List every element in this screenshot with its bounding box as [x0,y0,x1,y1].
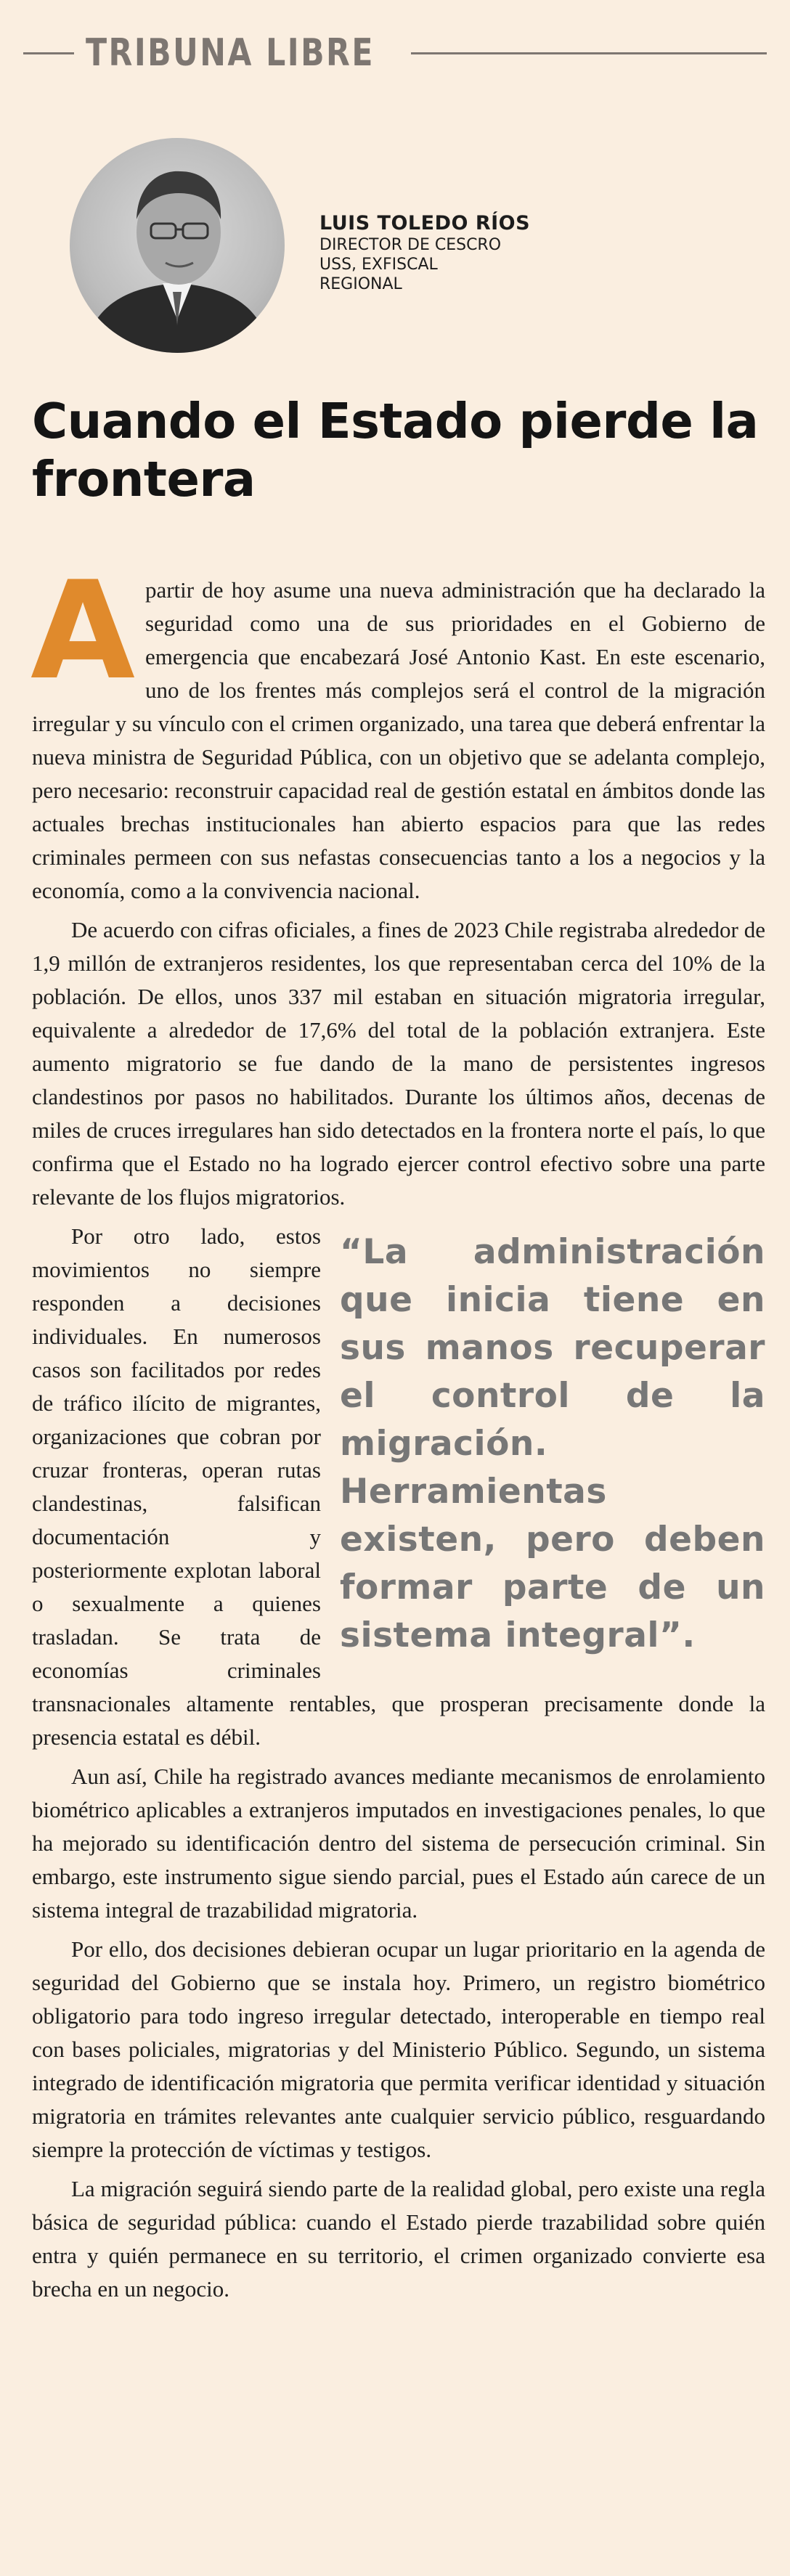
author-role-line-1: DIRECTOR DE CESCRO [319,236,502,254]
paragraph-2: De acuerdo con cifras oficiales, a fines de 2023 Chile registraba alrededor de 1,9 millón de extranjeros residentes, los que representaban cerca del 10% de la población. De ellos, unos 337 mil estaban en situación migratoria irregular, equivalente a alrededor de 17,6% del total de la población extranjera. Este aumento migratorio se fue dando de la mano de persistentes ingresos clandestinos por pasos no habilitados. Durante los últimos años, decenas de miles de cruces irregulares han sido detectados en la frontera norte el país, lo que confirma que el Estado no ha logrado ejercer control efectivo sobre una parte relevante de los flujos migratorios. [32,917,765,1210]
author-role-line-2: USS, EXFISCAL [319,256,438,274]
paragraph-6: La migración seguirá siendo parte de la realidad global, pero existe una regla básica de seguridad pública: cuando el Estado pierde trazabilidad sobre quién entra y quién permanece en su territorio, el crimen organizado convierte esa brecha en un negocio. [32,2176,765,2302]
author-name: LUIS TOLEDO RÍOS [319,212,531,235]
author-info [319,212,530,294]
paragraph-3-text: Por otro lado, estos movimientos no siempre responden a decisiones individuales. En numerosos casos son facilitados por redes de tráfico ilícito de migrantes, organizaciones que cobran por cruzar fronteras, operan rutas clandestinas, falsifican documentación y posteriormente explotan laboral o sexualmente a quienes trasladan. Se trata de economías criminales transnacionales altamente rentables, que prosperan precisamente donde la presencia estatal es débil. [32,1223,765,1750]
headline: Cuando el Estado pierde la frontera [32,393,759,508]
paragraph-5: Por ello, dos decisiones debieran ocupar un lugar prioritario en la agenda de seguridad del Gobierno que se instala hoy. Primero, un registro biométrico obligatorio para todo ingreso irregular detectado, interoperable en tiempo real con bases policiales, migratorias y del Ministerio Público. Segundo, un sistema integrado de identificación migratoria que permita verificar identidad y situación migratoria en trámites relevantes ante cualquier servicio público, resguardando siempre la protección de víctimas y testigos. [32,1936,765,2162]
drop-cap: A [30,552,135,709]
author-role-line-3: REGIONAL [319,275,402,293]
author-photo [70,138,285,353]
pull-quote: “La administración que inicia tiene en sus manos recuperar el control de la migración. Herramientas existen, pero deben formar parte de un sistema integral”. [340,1232,765,1655]
header-rule-right [411,52,767,54]
portrait-photo-icon [70,138,285,353]
paragraph-3 [32,1220,765,1754]
header-rule-left [23,52,74,54]
paragraph-4: Aun así, Chile ha registrado avances mediante mecanismos de enrolamiento biométrico aplicables a extranjeros imputados en investigaciones penales, lo que ha mejorado su identificación dentro del sistema de persecución criminal. Sin embargo, este instrumento sigue siendo parcial, pues el Estado aún carece de un sistema integral de trazabilidad migratoria. [32,1764,765,1923]
section-header [0,25,790,83]
article-body [30,552,765,2312]
paragraph-1-text: partir de hoy asume una nueva administración que ha declarado la seguridad como una de sus prioridades en el Gobierno de emergencia que encabezará José Antonio Kast. En este escenario, uno de los frentes más complejos será el control de la migración irregular y su vínculo con el crimen organizado, una tarea que deberá enfrentar la nueva ministra de Seguridad Pública, con un objetivo que se adelanta complejo, pero necesario: reconstruir capacidad real de gestión estatal en ámbitos donde las actuales brechas institucionales han abierto espacios para que las redes criminales permeen con sus nefastas consecuencias tanto a los a negocios y la economía, como a la convivencia nacional. [32,577,765,903]
section-title: TRIBUNA LIBRE [86,31,375,75]
paragraph-1 [30,552,765,908]
